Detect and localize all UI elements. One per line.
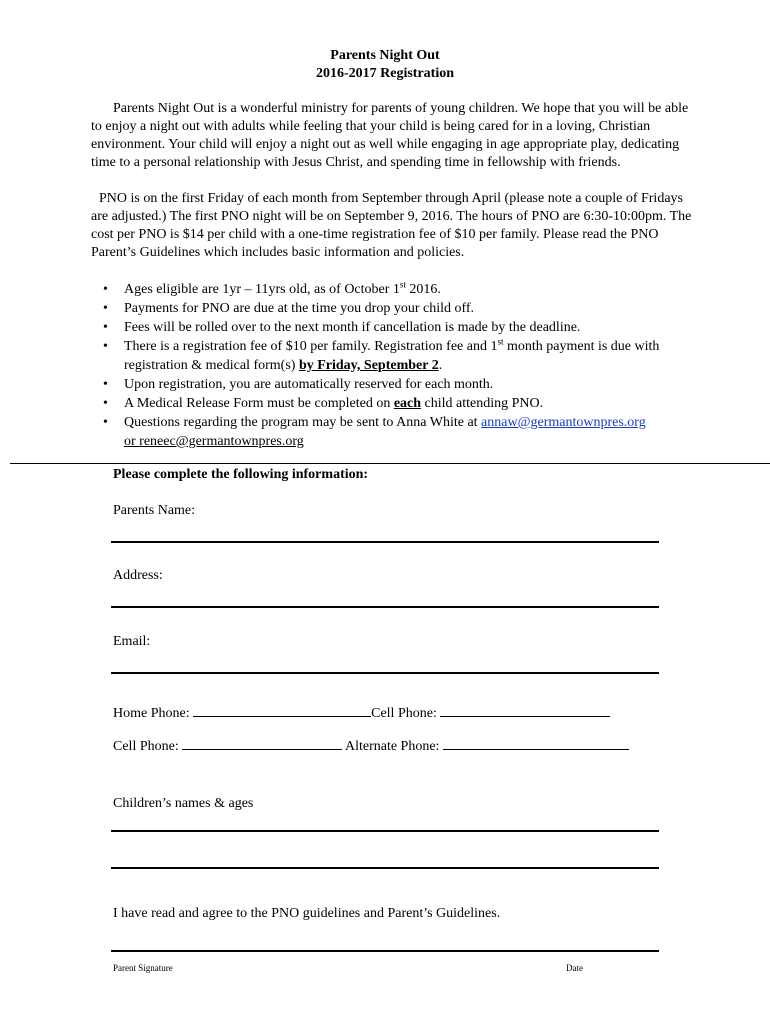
schedule-paragraph: PNO is on the first Friday of each month from September through April (please note a couple of Fridays are adjusted.) The first PNO night will be on September 9, 2016. The hours of PNO are 6:30-10:00pm. The cost per PNO is $14 per child with a one-time registration fee of $10 per family. Please read the PNO Parent’s Guidelines which includes basic information and policies. (91, 191, 692, 260)
cell-phone-label-2: Cell Phone: (113, 739, 179, 754)
agreement-statement: I have read and agree to the PNO guidelines and Parent’s Guidelines. (113, 906, 501, 921)
email-link-reneec[interactable]: or reneec@germantownpres.org (124, 434, 304, 449)
cell-phone-label: Cell Phone: (371, 706, 437, 721)
address-line[interactable] (111, 606, 659, 608)
deadline-text: by Friday, September 2 (298, 358, 439, 373)
parents-name-label: Parents Name: (113, 503, 196, 518)
list-item: • Upon registration, you are automatically reserved for each month. (103, 375, 703, 394)
home-phone-field[interactable] (193, 703, 371, 717)
list-item: • Ages eligible are 1yr – 11yrs old, as of October 1st 2016. (103, 280, 703, 299)
email-link-annaw[interactable]: annaw@germantownpres.org (481, 415, 646, 430)
children-line-2[interactable] (111, 867, 659, 869)
cell-phone-field-2[interactable] (182, 736, 342, 750)
signature-label: Parent Signature (113, 963, 173, 973)
address-label: Address: (113, 568, 163, 583)
list-item: • Fees will be rolled over to the next month if cancellation is made by the deadline. (103, 318, 703, 337)
date-label: Date (566, 963, 583, 973)
children-line-1[interactable] (111, 830, 659, 832)
form-heading: Please complete the following information: (113, 467, 369, 482)
email-label: Email: (113, 634, 151, 649)
email-line[interactable] (111, 672, 659, 674)
document-title: Parents Night Out (330, 48, 440, 63)
section-divider (10, 463, 770, 464)
cell-phone-field[interactable] (440, 703, 610, 717)
intro-paragraph: Parents Night Out is a wonderful ministry for parents of young children. We hope that you will be able to enjoy a night out with adults while feeling that your child is being cared for in a loving, Christian environment. Your child will enjoy a night out as well while engaging in age appropriate play, dedicating time to a personal relationship with Jesus Christ, and spending time in fellowship with friends. (91, 101, 689, 170)
info-bullet-list (103, 280, 703, 451)
home-phone-label: Home Phone: (113, 706, 190, 721)
document-subtitle: 2016-2017 Registration (315, 66, 455, 81)
alternate-phone-field[interactable] (443, 736, 629, 750)
alternate-phone-label: Alternate Phone: (344, 739, 440, 754)
list-item: • Payments for PNO are due at the time you drop your child off. (103, 299, 703, 318)
phone-row-2 (113, 736, 629, 756)
parents-name-line[interactable] (111, 541, 659, 543)
signature-line[interactable] (111, 950, 659, 952)
children-label: Children’s names & ages (113, 796, 254, 811)
list-item: • A Medical Release Form must be completed on each child attending PNO. (103, 394, 703, 413)
phone-row-1 (113, 703, 610, 723)
list-item: • There is a registration fee of $10 per family. Registration fee and 1st month payment is due with registration & medical form(s) by Friday, September 2. (103, 337, 703, 375)
list-item: • Questions regarding the program may be sent to Anna White at annaw@germantownpres.org or reneec@germantownpres.org (103, 413, 703, 451)
